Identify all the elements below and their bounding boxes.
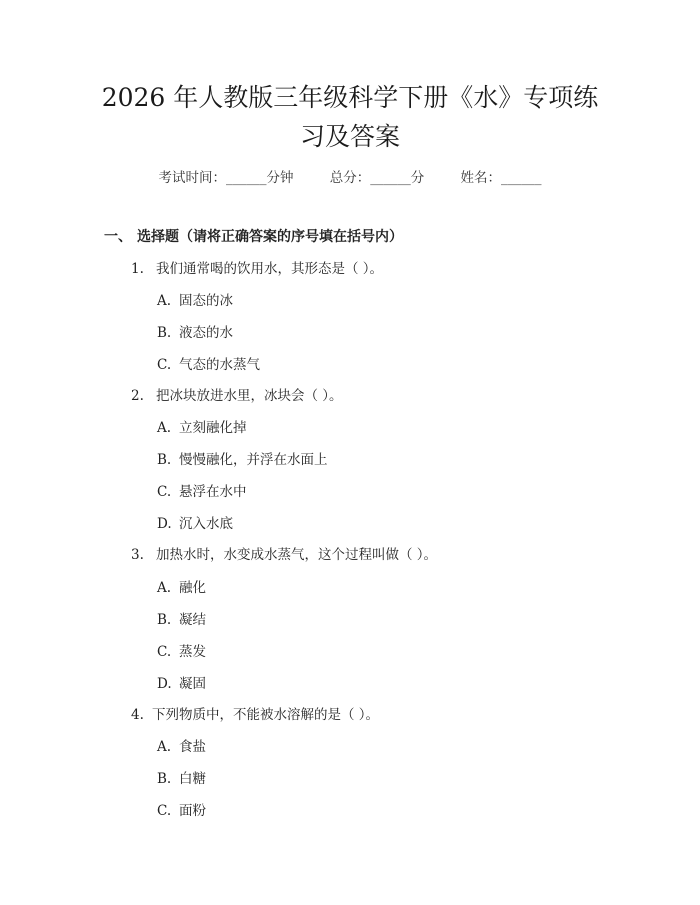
question-2-option-c [157,482,247,502]
option-letter: C. [157,357,172,373]
question-text: 把冰块放进水里，冰块会（ ）。 [156,388,343,404]
option-text: 蒸发 [179,644,206,660]
question-number: 4. [131,707,144,723]
option-letter: A. [157,739,172,755]
option-letter: A. [157,420,172,436]
option-text: 食盐 [179,739,206,755]
question-3-option-a [157,578,206,598]
question-number: 1. [131,261,144,277]
option-text: 融化 [179,580,206,596]
question-2-option-b [157,450,328,470]
option-text: 悬浮在水中 [179,484,247,500]
section-heading [104,227,403,247]
option-text: 凝固 [179,676,206,692]
section-title: 选择题（请将正确答案的序号填在括号内） [137,229,403,245]
question-number: 2. [131,388,144,404]
option-letter: C. [157,803,172,819]
page-title [60,78,640,156]
question-4-option-a [157,737,206,757]
exam-info [0,168,700,188]
question-3 [131,545,437,565]
question-number: 3. [131,547,144,563]
option-text: 固态的冰 [179,293,233,309]
option-letter: C. [157,644,172,660]
question-1-option-c [157,355,260,375]
question-text: 我们通常喝的饮用水，其形态是（ ）。 [156,261,384,277]
option-letter: B. [157,771,172,787]
option-text: 凝结 [179,612,206,628]
option-letter: C. [157,484,172,500]
question-2 [131,386,343,406]
question-4-option-c [157,801,206,821]
option-letter: D. [157,676,172,692]
total-score-field: 总分：______分 [329,170,425,186]
option-letter: B. [157,325,172,341]
option-text: 面粉 [179,803,206,819]
title-line-2: 习及答案 [299,122,400,151]
option-letter: A. [157,293,172,309]
option-text: 白糖 [179,771,206,787]
question-3-option-d [157,674,206,694]
question-text: 下列物质中，不能被水溶解的是（ ）。 [152,707,380,723]
title-line-1: 2026 年人教版三年级科学下册《水》专项练 [101,83,599,112]
name-field: 姓名：______ [460,170,542,186]
option-letter: B. [157,452,172,468]
option-letter: A. [157,580,172,596]
option-text: 慢慢融化，并浮在水面上 [179,452,328,468]
section-number: 一、 [104,229,132,245]
question-2-option-a [157,418,247,438]
question-1 [131,259,383,279]
question-2-option-d [157,514,233,534]
option-letter: D. [157,516,172,532]
question-1-option-a [157,291,233,311]
option-letter: B. [157,612,172,628]
option-text: 气态的水蒸气 [179,357,260,373]
question-3-option-b [157,610,206,630]
question-text: 加热水时，水变成水蒸气，这个过程叫做（ ）。 [156,547,438,563]
option-text: 沉入水底 [179,516,233,532]
option-text: 立刻融化掉 [179,420,247,436]
question-1-option-b [157,323,233,343]
question-4 [131,705,379,725]
question-4-option-b [157,769,206,789]
exam-time-field: 考试时间：______分钟 [158,170,294,186]
question-3-option-c [157,642,206,662]
option-text: 液态的水 [179,325,233,341]
